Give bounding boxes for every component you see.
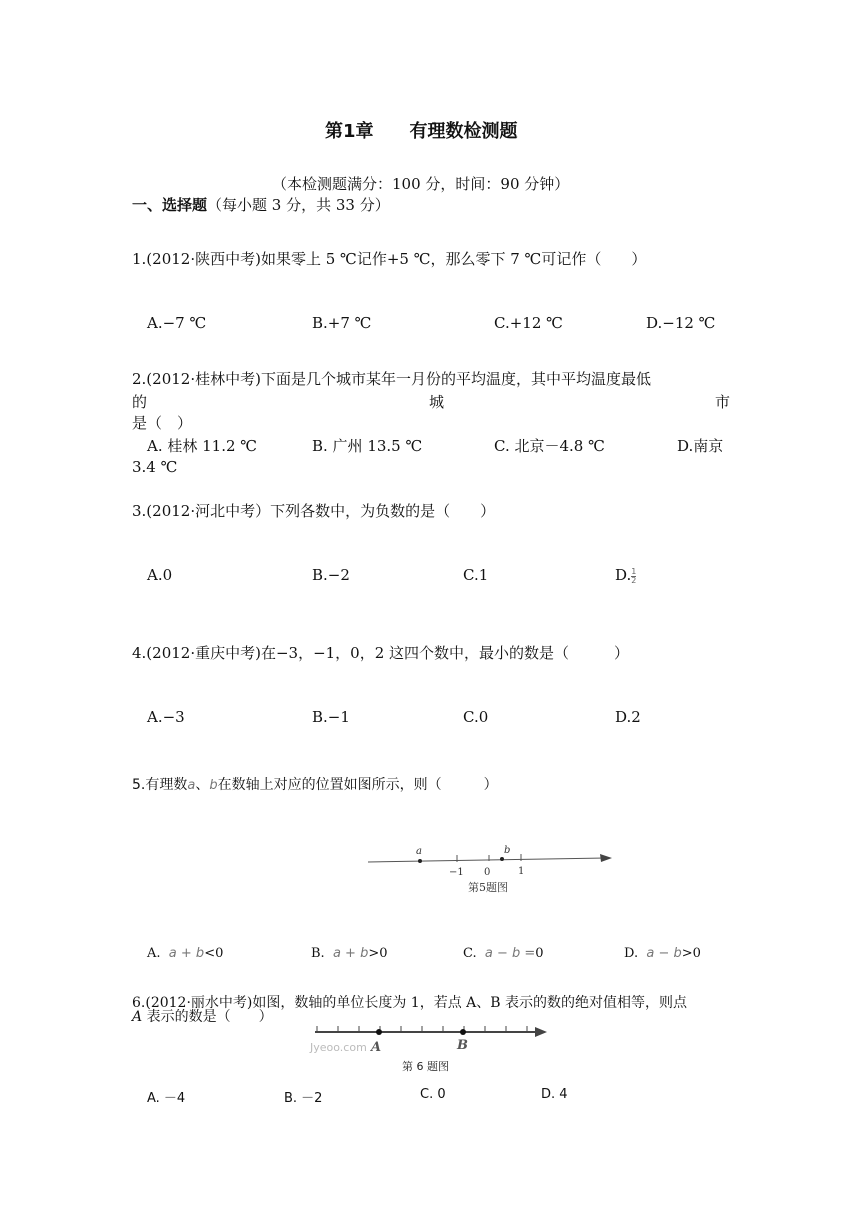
variable-a: a — [187, 778, 196, 793]
question-5-stem — [132, 774, 498, 794]
q2-option-b: B. 广州 13.5 ℃ — [312, 437, 423, 455]
q2-option-d: D.南京 — [677, 437, 724, 455]
q1-option-a: A.−7 ℃ — [147, 314, 207, 332]
q3-option-d — [615, 566, 636, 585]
q5-option-b-letter: B. — [311, 946, 325, 961]
q3-option-a: A.0 — [147, 566, 173, 584]
point-b — [500, 857, 504, 861]
question-2-stem-word3: 市 — [715, 393, 731, 411]
q6-option-c: C. 0 — [420, 1087, 446, 1102]
q4-option-d: D.2 — [615, 708, 641, 726]
number-line-axis — [368, 858, 606, 862]
q6-number-line-figure — [305, 1018, 555, 1078]
q2-option-c: C. 北京－4.8 ℃ — [494, 437, 605, 455]
question-2-stem-line3: 是（ ） — [132, 414, 193, 432]
q4-option-c: C.0 — [463, 708, 489, 726]
q5-option-d-expr: a − b — [646, 946, 682, 961]
page-title: 第1章 有理数检测题 — [325, 121, 518, 142]
q6-option-d: D. 4 — [541, 1087, 568, 1102]
question-2-stem-line1: 2.(2012·桂林中考)下面是几个城市某年一月份的平均温度，其中平均温度最低 — [132, 370, 651, 388]
q5-option-a-expr: a + b — [168, 946, 205, 961]
q6-option-b: B. －2 — [284, 1091, 323, 1106]
question-4-stem: 4.(2012·重庆中考)在−3，−1，0，2 这四个数中，最小的数是（ ） — [132, 644, 630, 662]
q5-option-c-expr: a − b = — [484, 946, 536, 961]
tick-label-1: 1 — [518, 866, 525, 877]
q2-option-d-continued: 3.4 ℃ — [132, 458, 178, 476]
section-note: （每小题 3 分，共 33 分） — [207, 196, 390, 214]
q6-axis-arrow-icon — [535, 1027, 547, 1037]
q1-option-d: D.−12 ℃ — [646, 314, 716, 332]
q4-option-a: A.−3 — [147, 708, 185, 726]
q6-figure-caption: 第 6 题图 — [402, 1060, 449, 1073]
point-B — [460, 1029, 466, 1035]
question-2-stem-word1: 的 — [132, 393, 148, 411]
q5-option-d-rel: >0 — [681, 946, 701, 961]
q3-option-b: B.−2 — [312, 566, 350, 584]
q5-option-d — [624, 946, 701, 961]
question-1-stem: 1.(2012·陕西中考)如果零上 5 ℃记作+5 ℃，那么零下 7 ℃可记作（ ） — [132, 250, 647, 268]
q3-option-d-letter: D. — [615, 566, 632, 584]
q5-stem-end: 在数轴上对应的位置如图所示，则（ ） — [217, 777, 498, 793]
q5-option-b-expr: a + b — [332, 946, 369, 961]
point-A — [376, 1029, 382, 1035]
label-B: B — [457, 1038, 468, 1053]
question-6-stem-line1: 6.(2012·丽水中考)如图，数轴的单位长度为 1，若点 A、B 表示的数的绝对值相等，则点 — [132, 995, 688, 1011]
q5-number-line-figure — [360, 840, 620, 898]
q5-option-c-letter: C. — [463, 946, 477, 961]
watermark-text: Jyeoo.com — [310, 1041, 367, 1054]
q1-option-b: B.+7 ℃ — [312, 314, 372, 332]
q4-option-b: B.−1 — [312, 708, 350, 726]
label-a: a — [416, 846, 422, 857]
question-6-stem-line2 — [132, 1006, 273, 1026]
q5-option-b-rel: >0 — [368, 946, 388, 961]
q5-option-a-rel: <0 — [204, 946, 224, 961]
q5-stem-start: 5.有理数 — [132, 777, 188, 793]
axis-arrow-icon — [600, 854, 612, 862]
fraction-denominator: 2 — [631, 575, 637, 585]
q5-option-c — [463, 946, 544, 961]
q6-option-a: A. －4 — [147, 1091, 186, 1106]
fraction-one-half — [631, 568, 636, 585]
point-a — [418, 859, 422, 863]
q5-option-c-rel: 0 — [535, 946, 544, 961]
tick-label-neg1: −1 — [449, 867, 464, 878]
q5-figure-caption: 第5题图 — [468, 881, 508, 894]
q5-option-d-letter: D. — [624, 946, 639, 961]
label-b: b — [504, 845, 511, 856]
q5-option-a-letter: A. — [147, 946, 161, 961]
q1-option-c: C.+12 ℃ — [494, 314, 563, 332]
section-header — [132, 194, 390, 215]
label-A: A — [371, 1040, 382, 1055]
q5-option-b — [311, 946, 388, 961]
q3-option-c: C.1 — [463, 566, 489, 584]
question-2-stem-word2: 城 — [429, 393, 445, 411]
fraction-numerator: 1 — [631, 566, 637, 576]
exam-info: （本检测题满分：100 分，时间：90 分钟） — [272, 175, 570, 193]
q2-option-a: A. 桂林 11.2 ℃ — [147, 437, 258, 455]
point-A-ref: A — [132, 1009, 143, 1025]
q5-stem-sep: 、 — [195, 777, 210, 793]
question-6-stem-line2-text: 表示的数是（ ） — [142, 1009, 273, 1025]
question-3-stem: 3.(2012·河北中考）下列各数中，为负数的是（ ） — [132, 502, 496, 520]
q5-option-a — [147, 946, 223, 961]
section-title: 一、选择题 — [132, 196, 208, 214]
variable-b: b — [209, 778, 218, 793]
tick-label-0: 0 — [484, 867, 491, 878]
